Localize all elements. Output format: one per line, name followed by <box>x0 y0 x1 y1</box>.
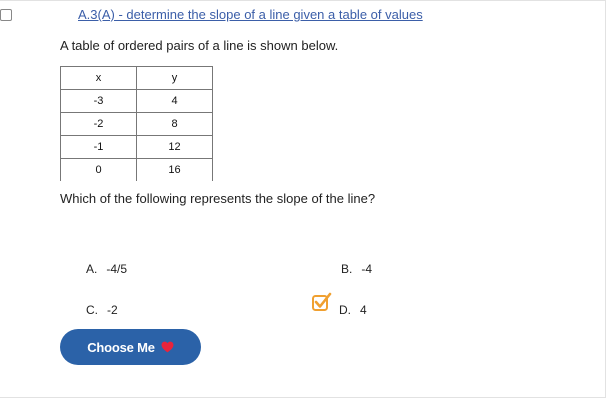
table-cell-x: -1 <box>61 136 137 159</box>
values-table <box>60 66 213 181</box>
choice-letter: D. <box>339 303 351 317</box>
table-header-row <box>61 67 213 90</box>
table-cell-x: -3 <box>61 90 137 113</box>
choice-c[interactable] <box>86 303 118 317</box>
standard-link[interactable]: A.3(A) - determine the slope of a line given a table of values <box>78 7 423 22</box>
choice-b[interactable] <box>341 262 372 276</box>
question-prompt: Which of the following represents the slope of the line? <box>60 191 376 206</box>
table-header-x: x <box>61 67 137 90</box>
select-question-checkbox[interactable] <box>0 9 12 21</box>
table-cell-x: 0 <box>61 159 137 182</box>
table-cell-x: -2 <box>61 113 137 136</box>
table-cell-y: 8 <box>137 113 213 136</box>
table-row <box>61 136 213 159</box>
table-row <box>61 113 213 136</box>
correct-answer-check-icon <box>311 291 333 313</box>
table-cell-y: 16 <box>137 159 213 182</box>
choice-a[interactable] <box>86 262 127 276</box>
choice-value: 4 <box>360 303 367 317</box>
choice-letter: C. <box>86 303 98 317</box>
heart-icon <box>161 341 174 353</box>
choose-me-label: Choose Me <box>87 339 155 355</box>
choice-letter: B. <box>341 262 353 276</box>
choice-letter: A. <box>86 262 98 276</box>
choice-d[interactable] <box>339 303 367 317</box>
table-cell-y: 4 <box>137 90 213 113</box>
choose-me-button[interactable] <box>60 329 201 365</box>
table-row <box>61 159 213 182</box>
question-intro: A table of ordered pairs of a line is shown below. <box>60 38 339 53</box>
choice-value: -4/5 <box>106 262 128 276</box>
table-row <box>61 90 213 113</box>
choice-value: -4 <box>361 262 373 276</box>
table-cell-y: 12 <box>137 136 213 159</box>
table-header-y: y <box>137 67 213 90</box>
choice-value: -2 <box>107 303 118 317</box>
